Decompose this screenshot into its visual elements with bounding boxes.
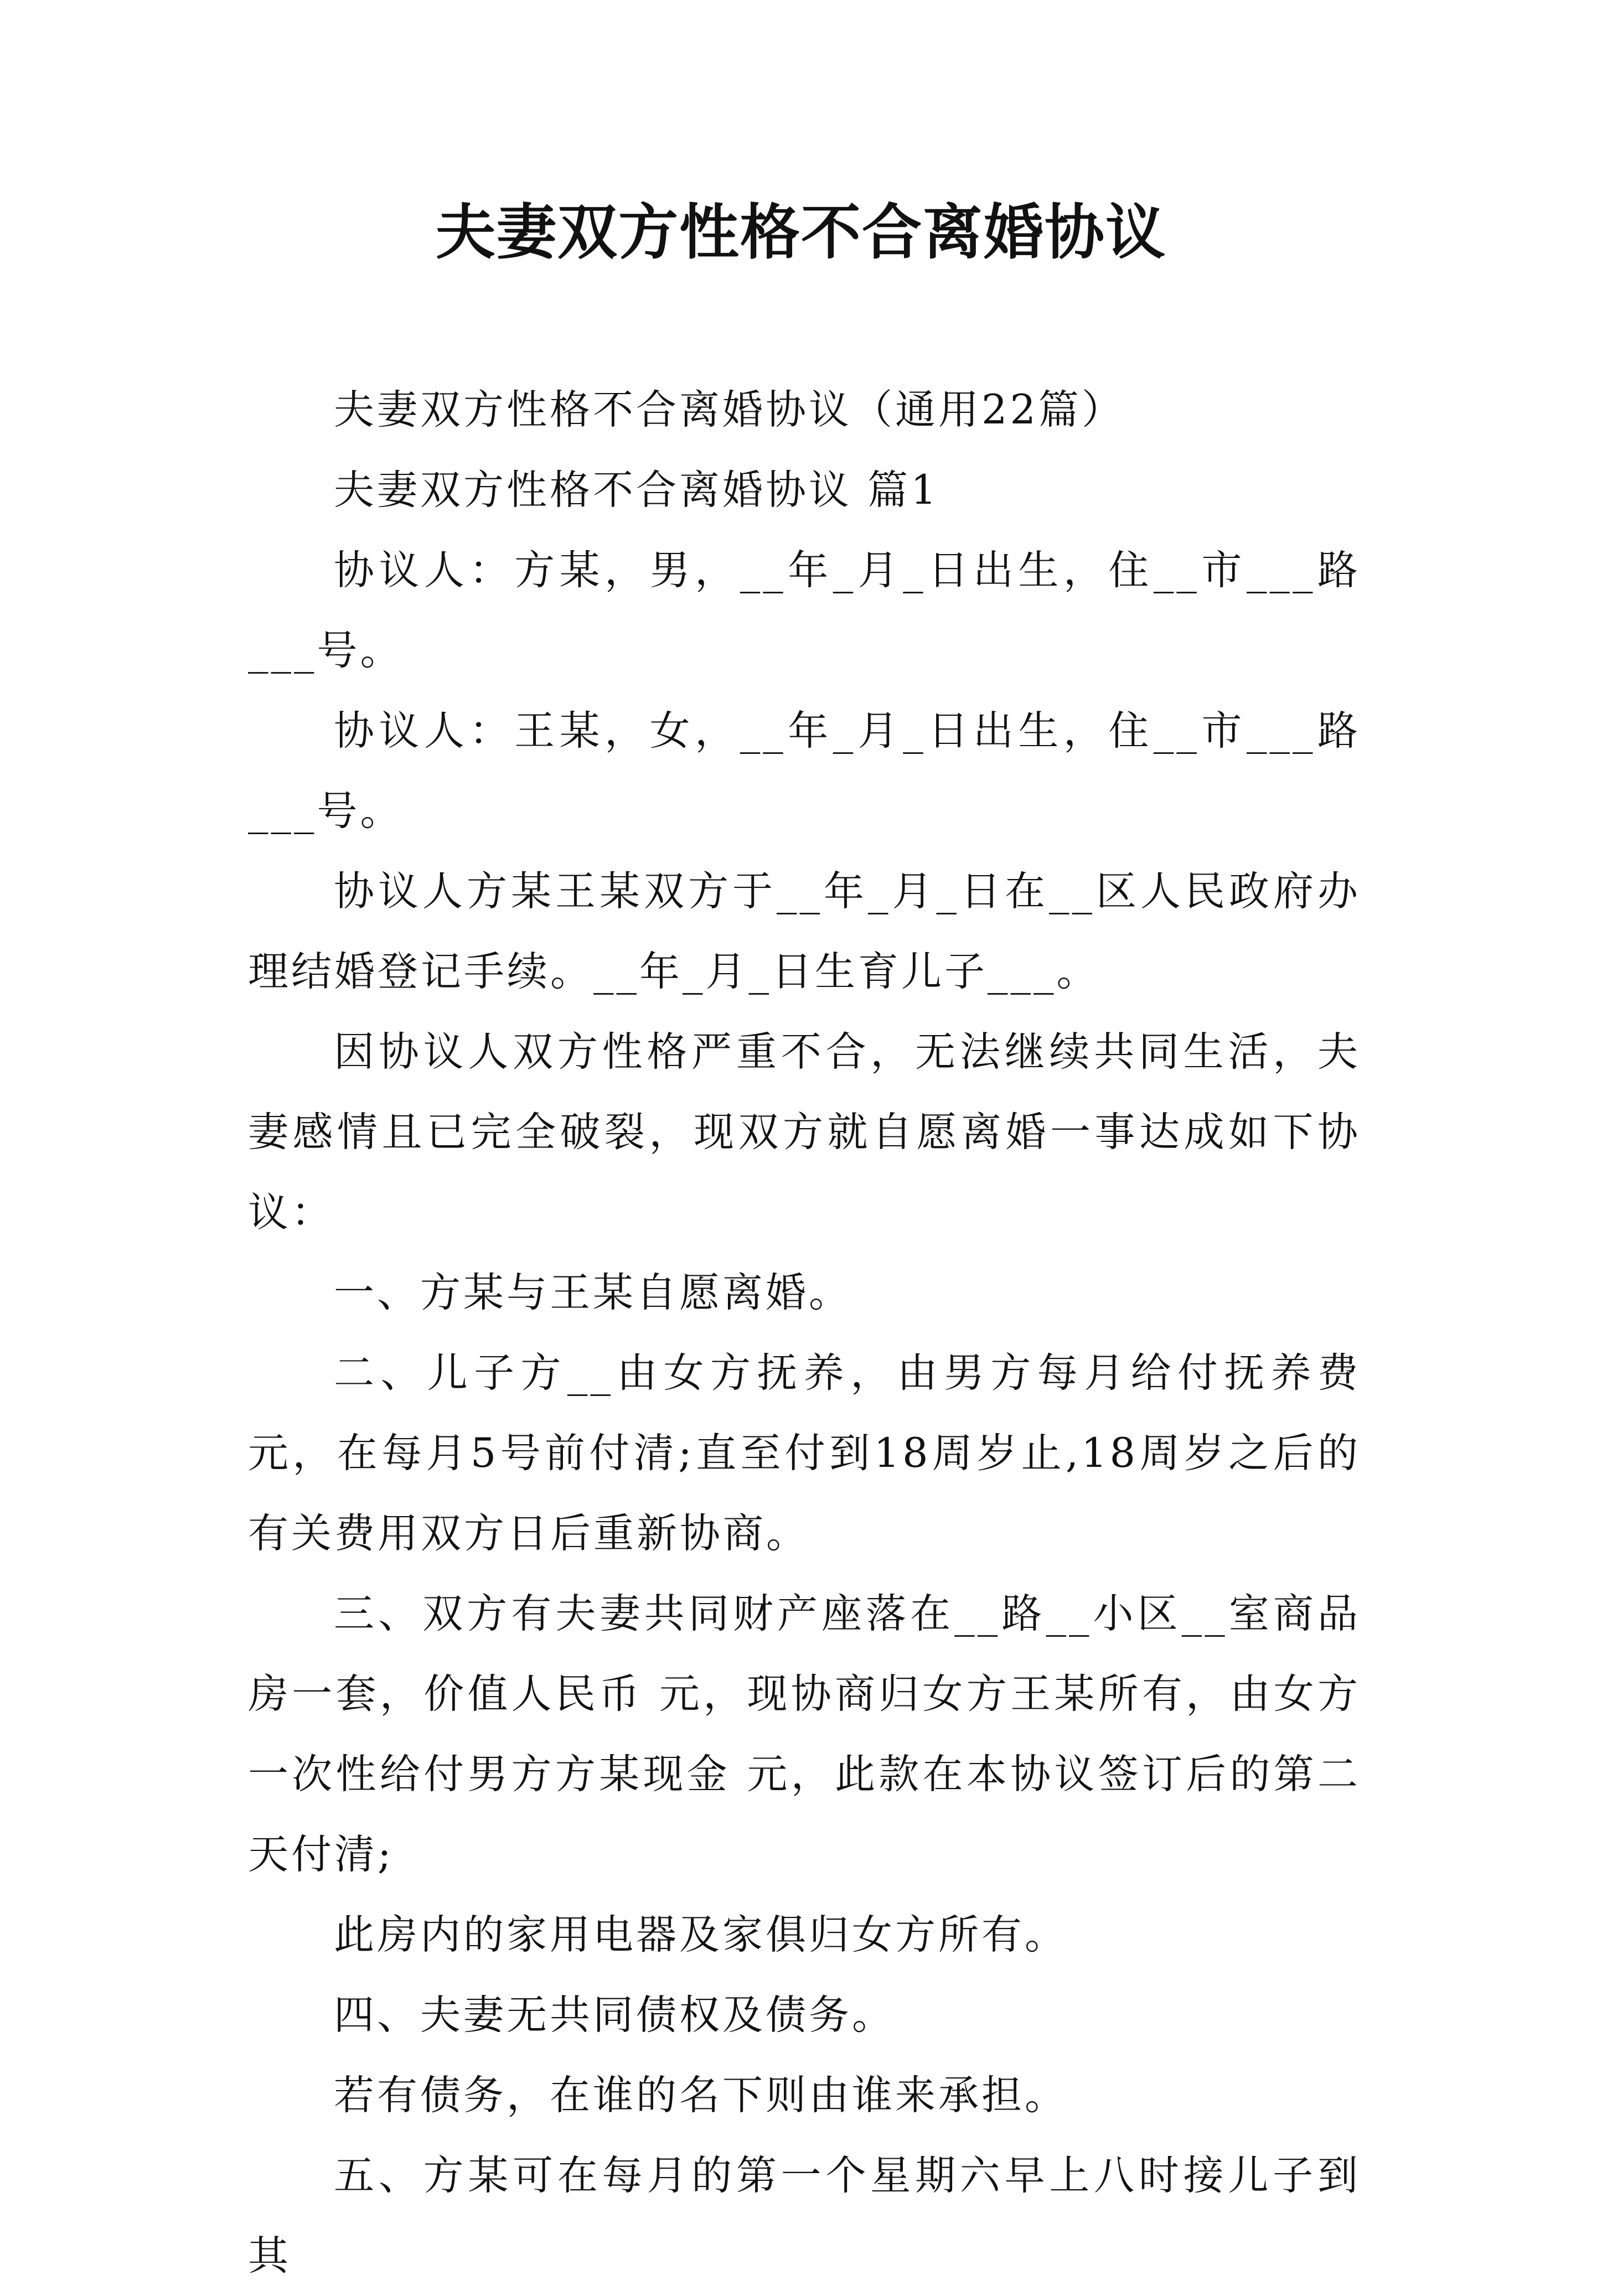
paragraph-section-heading: 夫妻双方性格不合离婚协议 篇1 (334, 467, 939, 514)
paragraph-clause-4-debts: 若有债务，在谁的名下则由谁来承担。 (334, 2072, 1068, 2119)
paragraph-reason: 因协议人双方性格严重不合，无法继续共同生活，夫妻感情且已完全破裂，现双方就自愿离婚一事达成如下协议： (248, 1028, 1361, 1236)
paragraph-clause-1: 一、方某与王某自愿离婚。 (334, 1269, 852, 1316)
paragraph-clause-3-appliances: 此房内的家用电器及家俱归女方所有。 (334, 1911, 1068, 1958)
paragraph-clause-4: 四、夫妻无共同债权及债务。 (334, 1992, 895, 2039)
paragraph-party-a: 协议人：方某，男，__年_月_日出生，住__市___路___号。 (248, 547, 1361, 674)
paragraph-clause-3: 三、双方有夫妻共同财产座落在__路__小区__室商品房一套，价值人民币 元，现协商归女方王某所有，由女方一次性给付男方方某现金 元，此款在本协议签订后的第二天付清; (248, 1590, 1361, 1878)
paragraph-subtitle: 夫妻双方性格不合离婚协议（通用22篇） (334, 386, 1125, 433)
paragraph-marriage-registration: 协议人方某王某双方于__年_月_日在__区人民政府办理结婚登记手续。__年_月_日生育儿子___。 (248, 868, 1361, 995)
document-body (248, 370, 1361, 2296)
paragraph-clause-2: 二、儿子方__由女方抚养，由男方每月给付抚养费 元，在每月5号前付清;直至付到18周岁止,18周岁之后的有关费用双方日后重新协商。 (248, 1349, 1361, 1557)
paragraph-party-b: 协议人：王某，女，__年_月_日出生，住__市___路___号。 (248, 707, 1361, 835)
document-title: 夫妻双方性格不合离婚协议 (435, 198, 1166, 267)
paragraph-clause-5: 五、方某可在每月的第一个星期六早上八时接儿子到其 (248, 2152, 1361, 2279)
